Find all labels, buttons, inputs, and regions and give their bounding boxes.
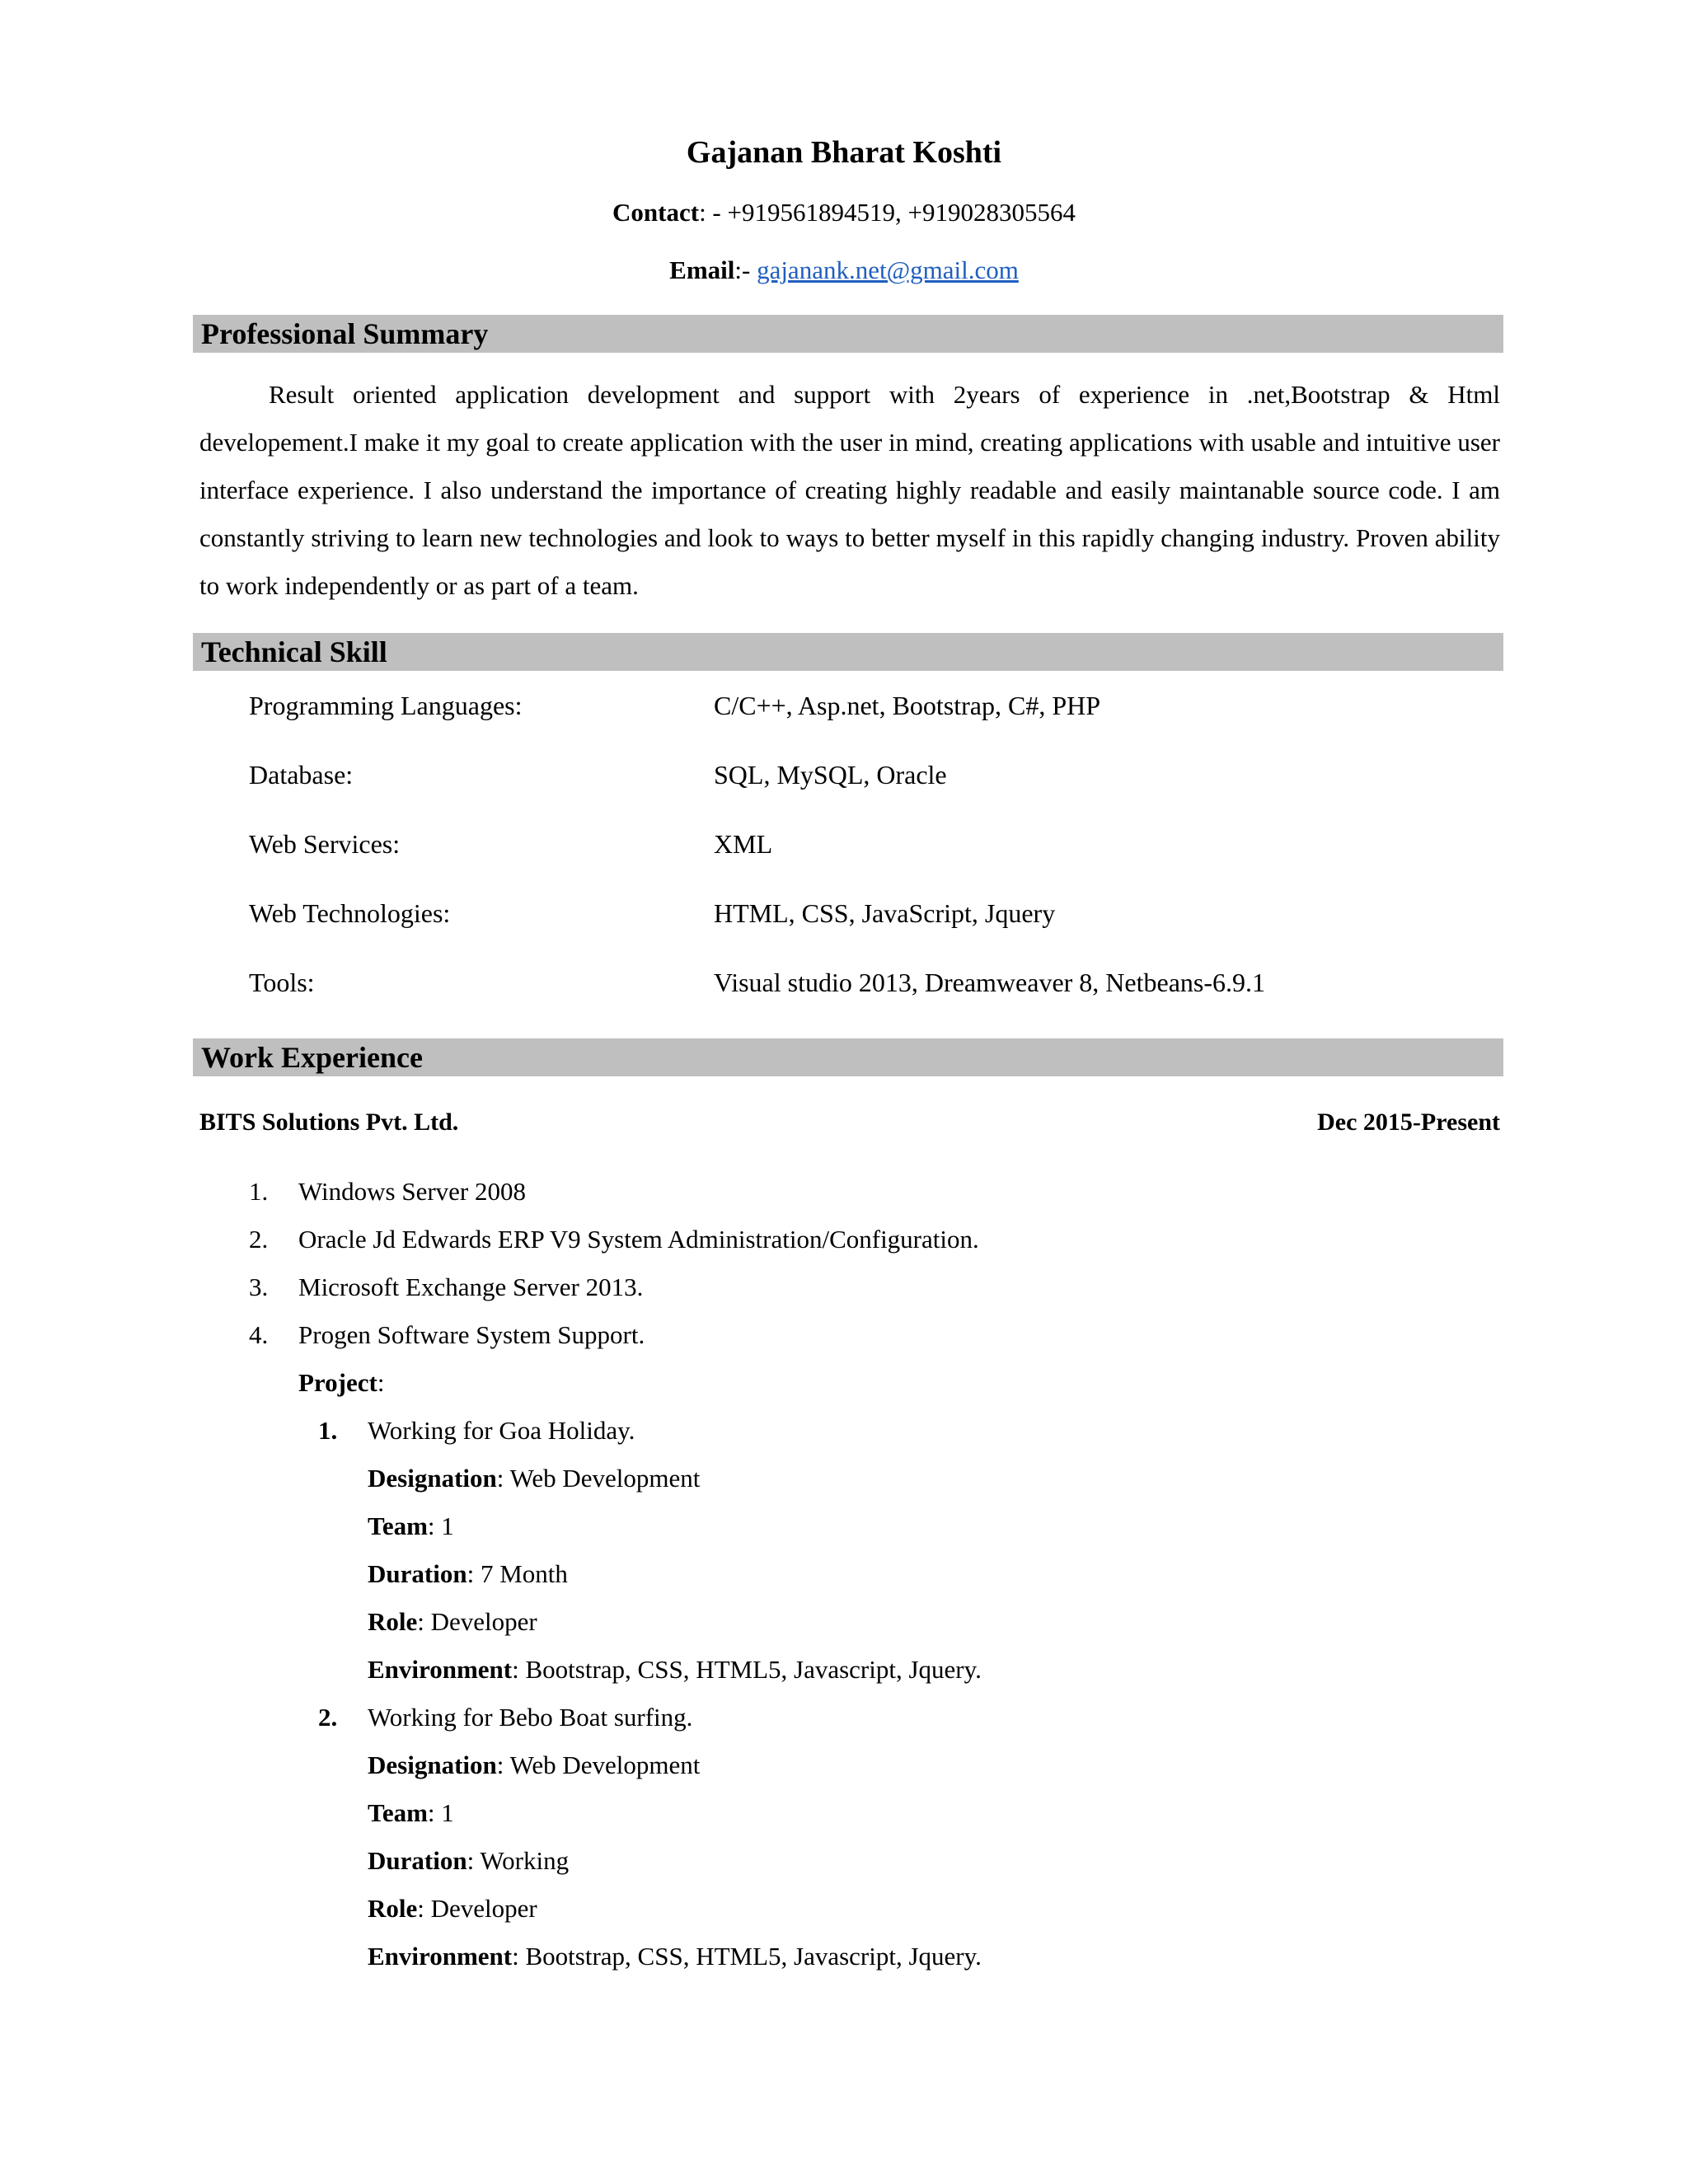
project-field-designation: [368, 1749, 700, 1782]
field-label: Duration: [368, 1846, 467, 1875]
candidate-name: Gajanan Bharat Koshti: [686, 135, 1002, 170]
field-separator: :: [427, 1511, 442, 1540]
skill-label: Programming Languages:: [249, 691, 523, 720]
task-number: 4.: [249, 1320, 269, 1349]
project-label: Project: [298, 1368, 377, 1397]
field-value: Bootstrap, CSS, HTML5, Javascript, Jquery.: [525, 1942, 982, 1971]
professional-summary-text: [199, 371, 1500, 610]
skill-value: XML: [714, 829, 773, 859]
task-item: [249, 1175, 526, 1208]
field-value: Working: [480, 1846, 570, 1875]
project-label-line: [298, 1366, 384, 1399]
contact-numbers: +919561894519, +919028305564: [727, 198, 1076, 227]
email-label: Email: [669, 255, 735, 284]
skill-label: Web Services:: [249, 829, 401, 859]
field-value: 7 Month: [480, 1559, 568, 1588]
field-label: Environment: [368, 1655, 513, 1684]
project-field-duration: [368, 1844, 569, 1877]
task-item: [249, 1271, 643, 1304]
task-number: 1.: [249, 1177, 269, 1206]
field-separator: :: [427, 1798, 442, 1827]
field-separator: :: [512, 1655, 526, 1684]
skill-value: SQL, MySQL, Oracle: [714, 760, 947, 790]
field-value: Developer: [430, 1607, 537, 1636]
skill-value: C/C++, Asp.net, Bootstrap, C#, PHP: [714, 691, 1101, 720]
field-label: Team: [368, 1511, 428, 1540]
field-label: Duration: [368, 1559, 467, 1588]
skill-label: Web Technologies:: [249, 898, 451, 928]
field-value: Web Development: [509, 1750, 701, 1779]
technical-skill-heading: Technical Skill: [193, 633, 1503, 671]
email-separator: :-: [734, 255, 757, 284]
field-separator: :: [417, 1607, 431, 1636]
contact-line: [0, 196, 1688, 229]
project-field-environment: [368, 1653, 982, 1686]
field-separator: :: [496, 1464, 510, 1493]
field-separator: :: [417, 1894, 431, 1923]
project-field-environment: [368, 1940, 982, 1973]
project-item: [318, 1701, 692, 1734]
field-label: Designation: [368, 1464, 497, 1493]
project-field-team: [368, 1510, 454, 1543]
contact-label: Contact: [612, 198, 700, 227]
field-label: Designation: [368, 1750, 497, 1779]
project-field-team: [368, 1797, 454, 1830]
task-item: [249, 1319, 645, 1352]
email-line: [0, 254, 1688, 287]
field-separator: :: [467, 1846, 481, 1875]
company-name: BITS Solutions Pvt. Ltd.: [199, 1108, 459, 1136]
skill-label: Tools:: [249, 968, 315, 997]
employment-period: Dec 2015-Present: [1317, 1108, 1500, 1136]
task-text: Progen Software System Support.: [298, 1320, 645, 1349]
task-number: 3.: [249, 1272, 269, 1301]
email-link[interactable]: gajanank.net@gmail.com: [757, 255, 1019, 284]
skill-value: Visual studio 2013, Dreamweaver 8, Netbeans-6.9.1: [714, 968, 1266, 997]
professional-summary-heading: Professional Summary: [193, 315, 1503, 353]
task-text: Windows Server 2008: [298, 1177, 526, 1206]
field-value: Developer: [430, 1894, 537, 1923]
project-field-duration: [368, 1558, 568, 1591]
skill-label: Database:: [249, 760, 354, 790]
field-label: Role: [368, 1894, 418, 1923]
project-title: Working for Goa Holiday.: [368, 1416, 635, 1445]
project-field-role: [368, 1605, 537, 1638]
project-title: Working for Bebo Boat surfing.: [368, 1703, 693, 1732]
project-number: 2.: [318, 1703, 338, 1732]
field-label: Team: [368, 1798, 428, 1827]
field-value: 1: [441, 1511, 454, 1540]
task-text: Microsoft Exchange Server 2013.: [298, 1272, 644, 1301]
field-value: Bootstrap, CSS, HTML5, Javascript, Jquery.: [525, 1655, 982, 1684]
project-number: 1.: [318, 1416, 338, 1445]
field-label: Environment: [368, 1942, 513, 1971]
summary-paragraph: Result oriented application development and support with 2years of experience in .net,Bootstrap & Html developement.I make it my goal to create application with the user in mind, creating applications with usable and intuitive user interface experience. I also understand the importance of creating highly readable and easily maintanable source code. I am constantly striving to learn new technologies and look to ways to better myself in this rapidly changing industry. Proven ability to work independently or as part of a team.: [199, 380, 1500, 600]
field-separator: :: [512, 1942, 526, 1971]
field-label: Role: [368, 1607, 418, 1636]
project-item: [318, 1414, 635, 1447]
task-text: Oracle Jd Edwards ERP V9 System Administration/Configuration.: [298, 1225, 979, 1254]
contact-separator: : -: [699, 198, 728, 227]
field-value: Web Development: [509, 1464, 701, 1493]
work-experience-heading: Work Experience: [193, 1038, 1503, 1076]
field-value: 1: [441, 1798, 454, 1827]
project-field-role: [368, 1892, 537, 1925]
field-separator: :: [496, 1750, 510, 1779]
project-field-designation: [368, 1462, 700, 1495]
skill-value: HTML, CSS, JavaScript, Jquery: [714, 898, 1056, 928]
task-number: 2.: [249, 1225, 269, 1254]
task-item: [249, 1223, 979, 1256]
field-separator: :: [467, 1559, 481, 1588]
project-separator: :: [377, 1368, 385, 1397]
